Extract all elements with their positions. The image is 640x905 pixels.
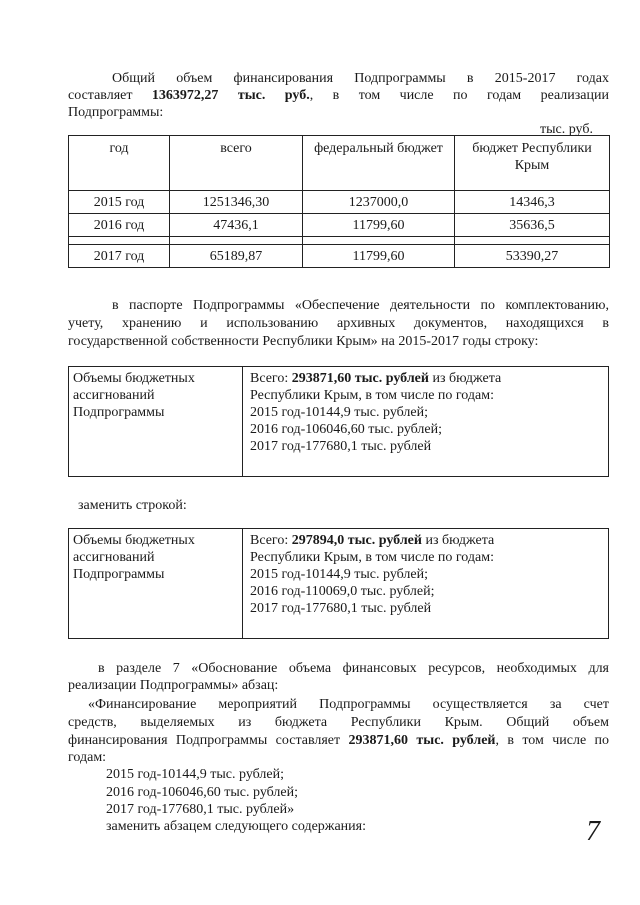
table-unit-label: тыс. руб.: [540, 122, 593, 137]
new-box-values: Всего: 297894,0 тыс. рублей из бюджета Республики Крым, в том числе по годам: 2015 год-10144,9 тыс. рублей; 2016 год-110069,0 тыс. рублей; 2017 год-177680,1 тыс. рублей: [250, 533, 495, 616]
intro-line-2: составляет 1363972,27 тыс. руб., в том числе по годам реализации: [68, 88, 609, 103]
section7-line-1: в разделе 7 «Обоснование объема финансовых ресурсов, необходимых для: [98, 661, 609, 676]
funding-table: [68, 135, 610, 268]
new-budget-box: [68, 528, 609, 639]
quote-year-2017: 2017 год-177680,1 тыс. рублей»: [106, 802, 295, 817]
passport-line-3: государственной собственности Республики Крым» на 2015-2017 годы строку:: [68, 334, 539, 349]
header-total: всего: [170, 136, 303, 191]
old-box-label: Объемы бюджетных ассигнований Подпрограммы: [69, 367, 243, 476]
table-row: 2015 год 1251346,30 1237000,0 14346,3: [69, 191, 610, 214]
section7-line-2: реализации Подпрограммы» абзац:: [68, 678, 279, 693]
passport-line-2: учету, хранению и использованию архивных документов, находящихся в: [68, 316, 609, 331]
table-row: 2017 год 65189,87 11799,60 53390,27: [69, 245, 610, 268]
header-regional: бюджет Республики Крым: [455, 136, 610, 191]
old-box-total: 293871,60 тыс. рублей: [291, 371, 429, 386]
table-header-row: [69, 136, 610, 191]
page-number: 7: [586, 816, 600, 847]
quote-total-amount: 293871,60 тыс. рублей: [348, 733, 496, 748]
header-year: год: [69, 136, 170, 191]
intro-total-amount: 1363972,27 тыс. руб.: [151, 88, 310, 103]
passport-line-1: в паспорте Подпрограммы «Обеспечение деятельности по комплектованию,: [112, 298, 609, 313]
new-box-total: 297894,0 тыс. рублей: [291, 533, 422, 548]
new-box-label: Объемы бюджетных ассигнований Подпрограммы: [69, 529, 243, 638]
old-box-values: Всего: 293871,60 тыс. рублей из бюджета Республики Крым, в том числе по годам: 2015 год-10144,9 тыс. рублей; 2016 год-106046,60 тыс. рублей; 2017 год-177680,1 тыс. рублей: [250, 371, 502, 454]
quote-year-2015: 2015 год-10144,9 тыс. рублей;: [106, 767, 285, 782]
intro-line-3: Подпрограммы:: [68, 105, 164, 120]
replace-paragraph-text: заменить абзацем следующего содержания:: [106, 819, 366, 834]
intro-line-1: Общий объем финансирования Подпрограммы в 2015-2017 годах: [112, 71, 609, 86]
quote-line-2: средств, выделяемых из бюджета Республики Крым. Общий объем: [68, 715, 609, 730]
quote-year-2016: 2016 год-106046,60 тыс. рублей;: [106, 785, 299, 800]
quote-line-1: «Финансирование мероприятий Подпрограммы осуществляется за счет: [88, 697, 609, 712]
quote-line-4: годам:: [68, 750, 107, 765]
quote-line-3: финансирования Подпрограммы составляет 293871,60 тыс. рублей, в том числе по: [68, 733, 610, 748]
table-row: 2016 год 47436,1 11799,60 35636,5: [69, 214, 610, 237]
replace-row-text: заменить строкой:: [78, 498, 187, 513]
old-budget-box: [68, 366, 609, 477]
header-federal: федеральный бюджет: [303, 136, 455, 191]
